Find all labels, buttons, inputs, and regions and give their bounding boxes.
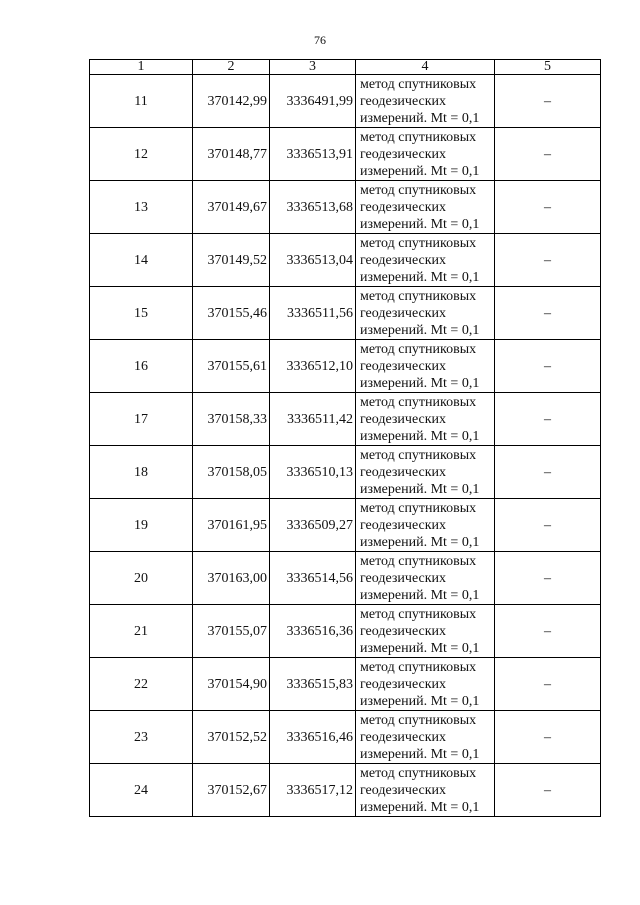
note-cell: –: [495, 393, 601, 446]
note-cell: –: [495, 605, 601, 658]
table-row: [90, 605, 601, 658]
method-line-2: геодезических: [360, 464, 447, 480]
point-number-cell: 17: [90, 393, 193, 446]
table-row: [90, 181, 601, 234]
header-col-2: 2: [193, 60, 270, 75]
method-line-1: метод спутниковых: [360, 288, 477, 304]
note-cell: –: [495, 552, 601, 605]
method-line-3: измерений. Mt = 0,1: [360, 163, 480, 179]
method-line-3: измерений. Mt = 0,1: [360, 746, 480, 762]
point-number-cell: 23: [90, 711, 193, 764]
x-coordinate-cell: 370154,90: [193, 658, 270, 711]
method-cell: [356, 605, 495, 658]
table-row: [90, 711, 601, 764]
y-coordinate-cell: 3336516,46: [270, 711, 356, 764]
method-line-2: геодезических: [360, 146, 447, 162]
page-number: 76: [314, 33, 326, 47]
method-cell: [356, 287, 495, 340]
coordinates-table: [89, 59, 601, 817]
method-cell: [356, 499, 495, 552]
method-line-1: метод спутниковых: [360, 659, 477, 675]
table-row: [90, 75, 601, 128]
table-row: [90, 552, 601, 605]
note-cell: –: [495, 658, 601, 711]
method-line-1: метод спутниковых: [360, 76, 477, 92]
method-line-3: измерений. Mt = 0,1: [360, 322, 480, 338]
point-number-cell: 20: [90, 552, 193, 605]
y-coordinate-cell: 3336511,42: [270, 393, 356, 446]
method-cell: [356, 711, 495, 764]
y-coordinate-cell: 3336509,27: [270, 499, 356, 552]
note-cell: –: [495, 287, 601, 340]
header-col-1: 1: [90, 60, 193, 75]
method-cell: [356, 764, 495, 817]
point-number-cell: 11: [90, 75, 193, 128]
method-line-2: геодезических: [360, 199, 447, 215]
x-coordinate-cell: 370148,77: [193, 128, 270, 181]
method-cell: [356, 234, 495, 287]
method-cell: [356, 75, 495, 128]
y-coordinate-cell: 3336512,10: [270, 340, 356, 393]
note-cell: –: [495, 340, 601, 393]
method-line-1: метод спутниковых: [360, 447, 477, 463]
method-line-2: геодезических: [360, 570, 447, 586]
y-coordinate-cell: 3336513,68: [270, 181, 356, 234]
table-row: [90, 658, 601, 711]
method-line-2: геодезических: [360, 517, 447, 533]
point-number-cell: 13: [90, 181, 193, 234]
note-cell: –: [495, 181, 601, 234]
method-line-3: измерений. Mt = 0,1: [360, 375, 480, 391]
table-body: [90, 75, 601, 817]
x-coordinate-cell: 370161,95: [193, 499, 270, 552]
point-number-cell: 16: [90, 340, 193, 393]
header-row: [90, 60, 601, 75]
note-cell: –: [495, 499, 601, 552]
method-line-1: метод спутниковых: [360, 235, 477, 251]
point-number-cell: 21: [90, 605, 193, 658]
note-cell: –: [495, 128, 601, 181]
method-cell: [356, 340, 495, 393]
method-line-3: измерений. Mt = 0,1: [360, 216, 480, 232]
method-line-1: метод спутниковых: [360, 182, 477, 198]
y-coordinate-cell: 3336510,13: [270, 446, 356, 499]
method-line-2: геодезических: [360, 252, 447, 268]
x-coordinate-cell: 370155,07: [193, 605, 270, 658]
method-line-2: геодезических: [360, 305, 447, 321]
method-cell: [356, 446, 495, 499]
method-line-3: измерений. Mt = 0,1: [360, 481, 480, 497]
y-coordinate-cell: 3336511,56: [270, 287, 356, 340]
table-row: [90, 393, 601, 446]
point-number-cell: 18: [90, 446, 193, 499]
method-cell: [356, 552, 495, 605]
note-cell: –: [495, 75, 601, 128]
table-row: [90, 287, 601, 340]
note-cell: –: [495, 764, 601, 817]
point-number-cell: 15: [90, 287, 193, 340]
method-line-1: метод спутниковых: [360, 129, 477, 145]
table-row: [90, 764, 601, 817]
y-coordinate-cell: 3336514,56: [270, 552, 356, 605]
header-col-4: 4: [356, 60, 495, 75]
method-line-3: измерений. Mt = 0,1: [360, 110, 480, 126]
y-coordinate-cell: 3336513,04: [270, 234, 356, 287]
table-row: [90, 128, 601, 181]
x-coordinate-cell: 370149,67: [193, 181, 270, 234]
x-coordinate-cell: 370152,67: [193, 764, 270, 817]
y-coordinate-cell: 3336491,99: [270, 75, 356, 128]
method-line-1: метод спутниковых: [360, 341, 477, 357]
method-line-1: метод спутниковых: [360, 765, 477, 781]
x-coordinate-cell: 370149,52: [193, 234, 270, 287]
method-line-1: метод спутниковых: [360, 500, 477, 516]
method-line-2: геодезических: [360, 676, 447, 692]
method-line-2: геодезических: [360, 729, 447, 745]
method-line-3: измерений. Mt = 0,1: [360, 799, 480, 815]
note-cell: –: [495, 234, 601, 287]
method-cell: [356, 658, 495, 711]
table-row: [90, 446, 601, 499]
method-line-1: метод спутниковых: [360, 712, 477, 728]
method-line-2: геодезических: [360, 411, 447, 427]
table-row: [90, 234, 601, 287]
method-line-3: измерений. Mt = 0,1: [360, 693, 480, 709]
x-coordinate-cell: 370158,05: [193, 446, 270, 499]
method-line-1: метод спутниковых: [360, 606, 477, 622]
note-cell: –: [495, 711, 601, 764]
x-coordinate-cell: 370158,33: [193, 393, 270, 446]
method-cell: [356, 181, 495, 234]
method-cell: [356, 128, 495, 181]
header-col-3: 3: [270, 60, 356, 75]
table-header: [90, 60, 601, 75]
method-line-2: геодезических: [360, 358, 447, 374]
point-number-cell: 14: [90, 234, 193, 287]
point-number-cell: 12: [90, 128, 193, 181]
table-row: [90, 340, 601, 393]
y-coordinate-cell: 3336517,12: [270, 764, 356, 817]
table-row: [90, 499, 601, 552]
method-line-2: геодезических: [360, 782, 447, 798]
point-number-cell: 19: [90, 499, 193, 552]
note-cell: –: [495, 446, 601, 499]
method-line-3: измерений. Mt = 0,1: [360, 640, 480, 656]
method-line-3: измерений. Mt = 0,1: [360, 587, 480, 603]
method-line-1: метод спутниковых: [360, 394, 477, 410]
method-line-3: измерений. Mt = 0,1: [360, 534, 480, 550]
method-line-2: геодезических: [360, 623, 447, 639]
method-line-3: измерений. Mt = 0,1: [360, 269, 480, 285]
point-number-cell: 22: [90, 658, 193, 711]
method-line-2: геодезических: [360, 93, 447, 109]
y-coordinate-cell: 3336515,83: [270, 658, 356, 711]
x-coordinate-cell: 370152,52: [193, 711, 270, 764]
x-coordinate-cell: 370142,99: [193, 75, 270, 128]
method-line-3: измерений. Mt = 0,1: [360, 428, 480, 444]
method-line-1: метод спутниковых: [360, 553, 477, 569]
x-coordinate-cell: 370155,46: [193, 287, 270, 340]
x-coordinate-cell: 370155,61: [193, 340, 270, 393]
point-number-cell: 24: [90, 764, 193, 817]
method-cell: [356, 393, 495, 446]
y-coordinate-cell: 3336513,91: [270, 128, 356, 181]
x-coordinate-cell: 370163,00: [193, 552, 270, 605]
header-col-5: 5: [495, 60, 601, 75]
y-coordinate-cell: 3336516,36: [270, 605, 356, 658]
